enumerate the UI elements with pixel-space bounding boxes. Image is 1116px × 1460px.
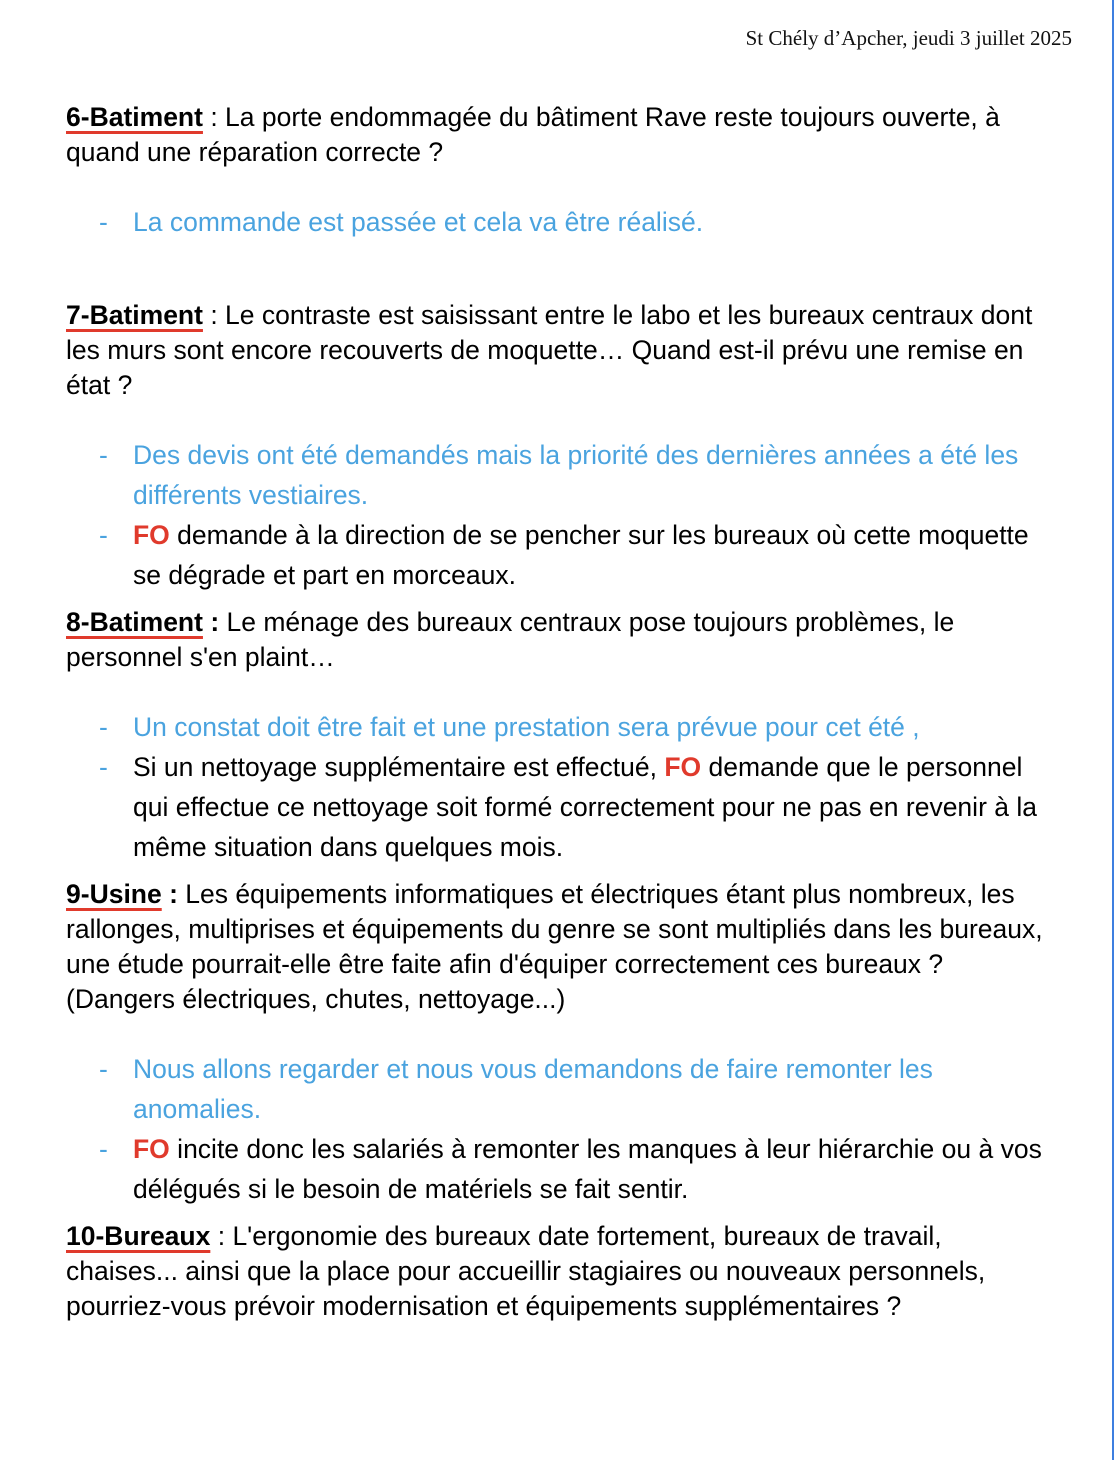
- question-8-sep: :: [202, 607, 227, 637]
- question-8: [66, 605, 1056, 675]
- answers-9: [66, 1049, 1056, 1209]
- question-9-sep: :: [161, 879, 186, 909]
- answer-9-2: - FO incite donc les salariés à remonter les manques à leur hiérarchie ou à vos délégués si le besoin de matériels se fait sentir.: [99, 1134, 1042, 1204]
- question-10: [66, 1219, 1056, 1324]
- question-6: [66, 100, 1056, 170]
- question-9: [66, 877, 1056, 1017]
- question-6-text: La porte endommagée du bâtiment Rave reste toujours ouverte, à quand une réparation correcte ?: [66, 102, 1000, 167]
- header-date: St Chély d’Apcher, jeudi 3 juillet 2025: [745, 26, 1072, 50]
- answers-6: [66, 202, 1056, 242]
- answers-8: [66, 707, 1056, 867]
- page-right-border: [1112, 0, 1114, 1460]
- fo-label: FO: [664, 752, 702, 782]
- question-6-title: 6-Batiment: [66, 102, 203, 132]
- question-7: [66, 298, 1056, 403]
- question-10-sep: :: [210, 1221, 233, 1251]
- answer-7-1: - Des devis ont été demandés mais la priorité des dernières années a été les différents vestiaires.: [99, 440, 1019, 510]
- question-7-text: Le contraste est saisissant entre le labo et les bureaux centraux dont les murs sont encore recouverts de moquette… Quand est-il prévu une remise en état ?: [66, 300, 1033, 400]
- question-10-title: 10-Bureaux: [66, 1221, 211, 1251]
- question-6-sep: :: [202, 102, 226, 132]
- answer-9-1: - Nous allons regarder et nous vous demandons de faire remonter les anomalies.: [99, 1054, 933, 1124]
- answer-7-2: - FO demande à la direction de se pencher sur les bureaux où cette moquette se dégrade et part en morceaux.: [99, 520, 1029, 590]
- answer-8-1: - Un constat doit être fait et une prestation sera prévue pour cet été ,: [99, 712, 920, 742]
- answer-8-2: - Si un nettoyage supplémentaire est effectué, FO demande que le personnel qui effectue ce nettoyage soit formé correctement pour ne pas en revenir à la même situation dans quelques mois.: [99, 752, 1037, 862]
- fo-label: FO: [133, 1134, 170, 1164]
- question-10-text: L'ergonomie des bureaux date fortement, bureaux de travail, chaises... ainsi que la place pour accueillir stagiaires ou nouveaux personnels, pourriez-vous prévoir modernisation et équipements supplémentaires ?: [66, 1221, 986, 1321]
- question-9-text: Les équipements informatiques et électriques étant plus nombreux, les rallonges, multiprises et équipements du genre se sont multipliés dans les bureaux, une étude pourrait-elle être faite afin d'équiper correctement ces bureaux ? (Dangers électriques, chutes, nettoyage...): [66, 879, 1043, 1014]
- document-body: [66, 100, 1056, 1324]
- answer-6-1: - La commande est passée et cela va être réalisé.: [99, 207, 704, 237]
- question-7-title: 7-Batiment: [66, 300, 203, 330]
- question-8-title: 8-Batiment: [66, 607, 203, 637]
- question-9-title: 9-Usine: [66, 879, 162, 909]
- fo-label: FO: [133, 520, 170, 550]
- question-8-text: Le ménage des bureaux centraux pose toujours problèmes, le personnel s'en plaint…: [66, 607, 955, 672]
- question-7-sep: :: [202, 300, 226, 330]
- answers-7: [66, 435, 1056, 595]
